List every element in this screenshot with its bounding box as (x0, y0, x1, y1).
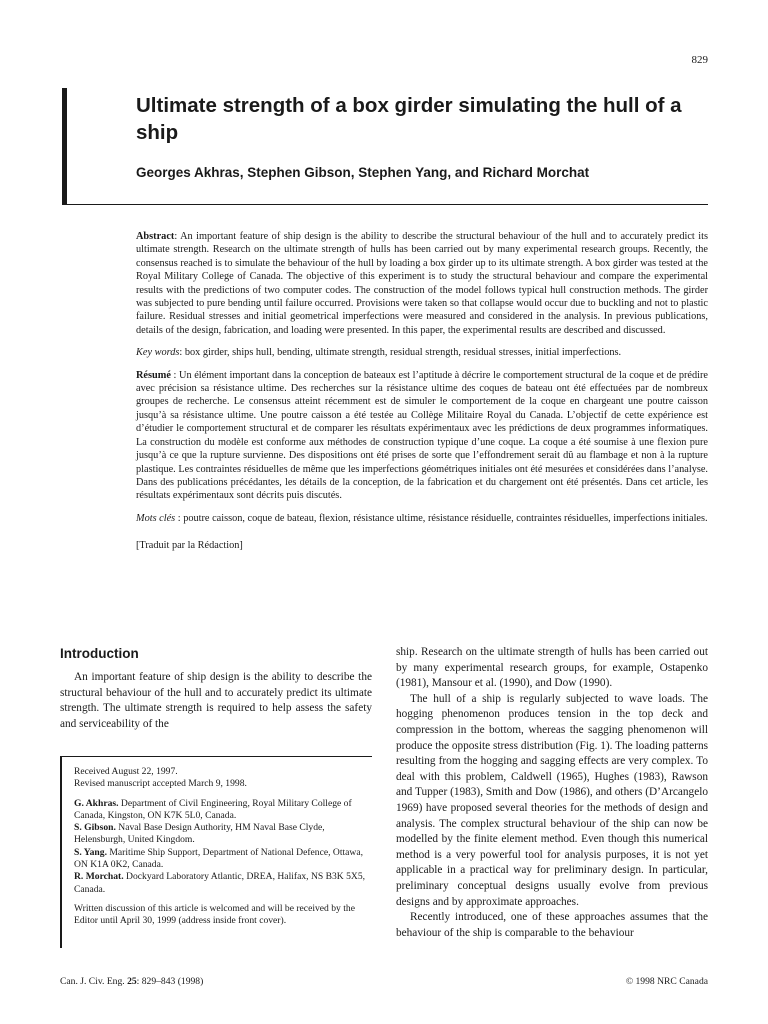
journal-citation (60, 976, 203, 987)
affiliation-text: Naval Base Design Authority, HM Naval Base Clyde, Helensburgh, United Kingdom. (74, 822, 325, 846)
received-box-side-bar (60, 756, 62, 948)
affiliation-gibson (74, 822, 366, 847)
abstract-section (136, 230, 708, 562)
journal-volume: 25 (127, 976, 137, 987)
abstract-paragraph (136, 230, 708, 337)
journal-pages: : 829–843 (1998) (136, 976, 204, 987)
discussion-note: Written discussion of this article is welcomed and will be received by the Editor until April 30, 1999 (address inside front cover). (74, 902, 355, 927)
intro-paragraph-2: The hull of a ship is regularly subjected to wave loads. The hogging phenomenon produces tension in the top deck and compression in the bottom, whereas the sagging phenomenon will produce the opposite stress distribution (Fig. 1). The loading patterns resulting from the hogging and sagging effects are very complex. To deal with this problem, Caldwell (1965), Hughes (1983), Rawson and Tupper (1983), Smith and Dow (1986), and others (D’Arcangelo 1969) have proposed several theories for the methods of design and analysis. The complex structural behaviour of the ship can now be modelled by the finite element method. Even though this numerical method is a very powerful tool for analysis purposes, it is not yet applicable in a practical way for preliminary design. In particular, preliminary conceptual designs usually evolve from previous designs and by approximate approaches. (396, 692, 708, 908)
received-box (60, 756, 372, 948)
journal-name: Can. J. Civ. Eng. (60, 976, 125, 987)
intro-paragraph-3: Recently introduced, one of these approaches assumes that the behaviour of the ship is comparable to the behaviour (396, 911, 708, 939)
right-column (396, 645, 708, 941)
article-title: Ultimate strength of a box girder simulating the hull of a ship (136, 94, 682, 144)
intro-paragraph-continued: ship. Research on the ultimate strength of hulls has been carried out by many experimental research groups, for example, Ostapenko (1981), Mansour et al. (1990), and Dow (1990). (396, 646, 708, 690)
received-text (74, 766, 366, 928)
keywords-label: Key words (136, 347, 180, 359)
mots-cles-paragraph (136, 512, 708, 525)
affiliation-morchat (74, 871, 366, 896)
mots-cles-text: : poutre caisson, coque de bateau, flexion, résistance ultime, résistance résiduelle, contraintes résiduelles, imperfections initiales. (175, 512, 708, 524)
title-side-bar (62, 88, 67, 204)
received-box-top-rule (60, 756, 372, 757)
author-list: Georges Akhras, Stephen Gibson, Stephen Yang, and Richard Morchat (136, 165, 590, 180)
translation-note: [Traduit par la Rédaction] (136, 540, 243, 552)
intro-paragraph-1: An important feature of ship design is the ability to describe the structural behaviour of the hull and to accurately predict its ultimate strength. The ultimate strength is required to help assess the safety and serviceability of the (60, 671, 372, 730)
resume-text: : Un élément important dans la conception de bateaux est l’aptitude à décrire le comportement structural de la coque et de prédire avec précision sa résistance ultime. Des recherches sur la résistance ultime des coques de bateau ont été effectuées par de nombreux groupes de recherche. Le consensus atteint récemment est de simuler le comportement de la coque en chargeant une poutre caisson jusqu’à sa résistance ultime. Une poutre caisson a été testée au Collège Militaire Royal du Canada. L’objectif de cette expérience est d’étudier le comportement structural et de comparer les résultats expérimentaux avec les prédictions de deux programmes informatiques. La construction du modèle est conforme aux méthodes de construction typique d’une coque. La coque a été soumise à une flexion pure jusqu’à ce que la rupture survienne. Des dispositions ont été prises de sorte que l’effondrement serait dû au flambage et non à la rupture plastique. Les contraintes résiduelles de même que les imperfections géométriques initiales ont été mesurées et considérées dans l’analyse. Dans des publications précédantes, les détails de la conception, de la fabrication et du chargement ont été présentés. Dans cet article, les résultats expérimentaux sont décrits puis discutés. (136, 369, 708, 502)
received-date: Received August 22, 1997. (74, 766, 178, 777)
left-column (60, 670, 372, 732)
mots-cles-label: Mots clés (136, 512, 176, 524)
keywords-text: : box girder, ships hull, bending, ultimate strength, residual strength, residual stresses, initial imperfections. (179, 347, 622, 359)
resume-label: Résumé (136, 369, 171, 381)
abstract-label: Abstract (136, 231, 175, 242)
affiliation-text: Dockyard Laboratory Atlantic, DREA, Halifax, NS B3K 5X5, Canada. (74, 871, 366, 895)
affiliation-name: S. Yang. (74, 846, 107, 858)
revised-date: Revised manuscript accepted March 9, 1998. (74, 778, 247, 790)
copyright-notice: © 1998 NRC Canada (625, 976, 708, 987)
keywords-paragraph (136, 346, 708, 359)
affiliation-text: Department of Civil Engineering, Royal Military College of Canada, Kingston, ON K7K 5L0, Canada. (74, 797, 352, 821)
page-number: 829 (691, 54, 708, 66)
affiliation-name: R. Morchat. (74, 871, 124, 883)
affiliation-yang (74, 847, 366, 872)
abstract-text: : An important feature of ship design is the ability to describe the structural behaviour of the hull and to accurately predict its ultimate strength. Research on the ultimate strength of hulls has been carried out by many experimental research groups. Recently, the consensus reached is to simulate the behaviour of the hull by loading a box girder up to its ultimate strength. A box girder was tested at the Royal Military College of Canada. The objective of this experiment is to study the structural behaviour and compare the experimental results with the predictions of two computer codes. The construction of the model follows typical hull construction methods. The girder was subjected to pure bending until failure occurred. Provisions were taken so that collapse would occur due to buckling and not to plastic failure. Residual stresses and initial geometrical imperfections were measured and considered in the analysis. In previous publications, details of the design, fabrication, and loading were presented. In this paper, the experimental results are described and discussed. (136, 231, 708, 336)
affiliation-akhras (74, 798, 366, 823)
title-block (62, 88, 708, 204)
resume-paragraph (136, 369, 708, 503)
affiliation-name: G. Akhras. (74, 797, 119, 809)
affiliation-name: S. Gibson. (74, 822, 116, 834)
affiliation-text: Maritime Ship Support, Department of National Defence, Ottawa, ON K1A 0K2, Canada. (74, 846, 363, 871)
introduction-heading: Introduction (60, 646, 139, 661)
title-divider (62, 204, 708, 205)
